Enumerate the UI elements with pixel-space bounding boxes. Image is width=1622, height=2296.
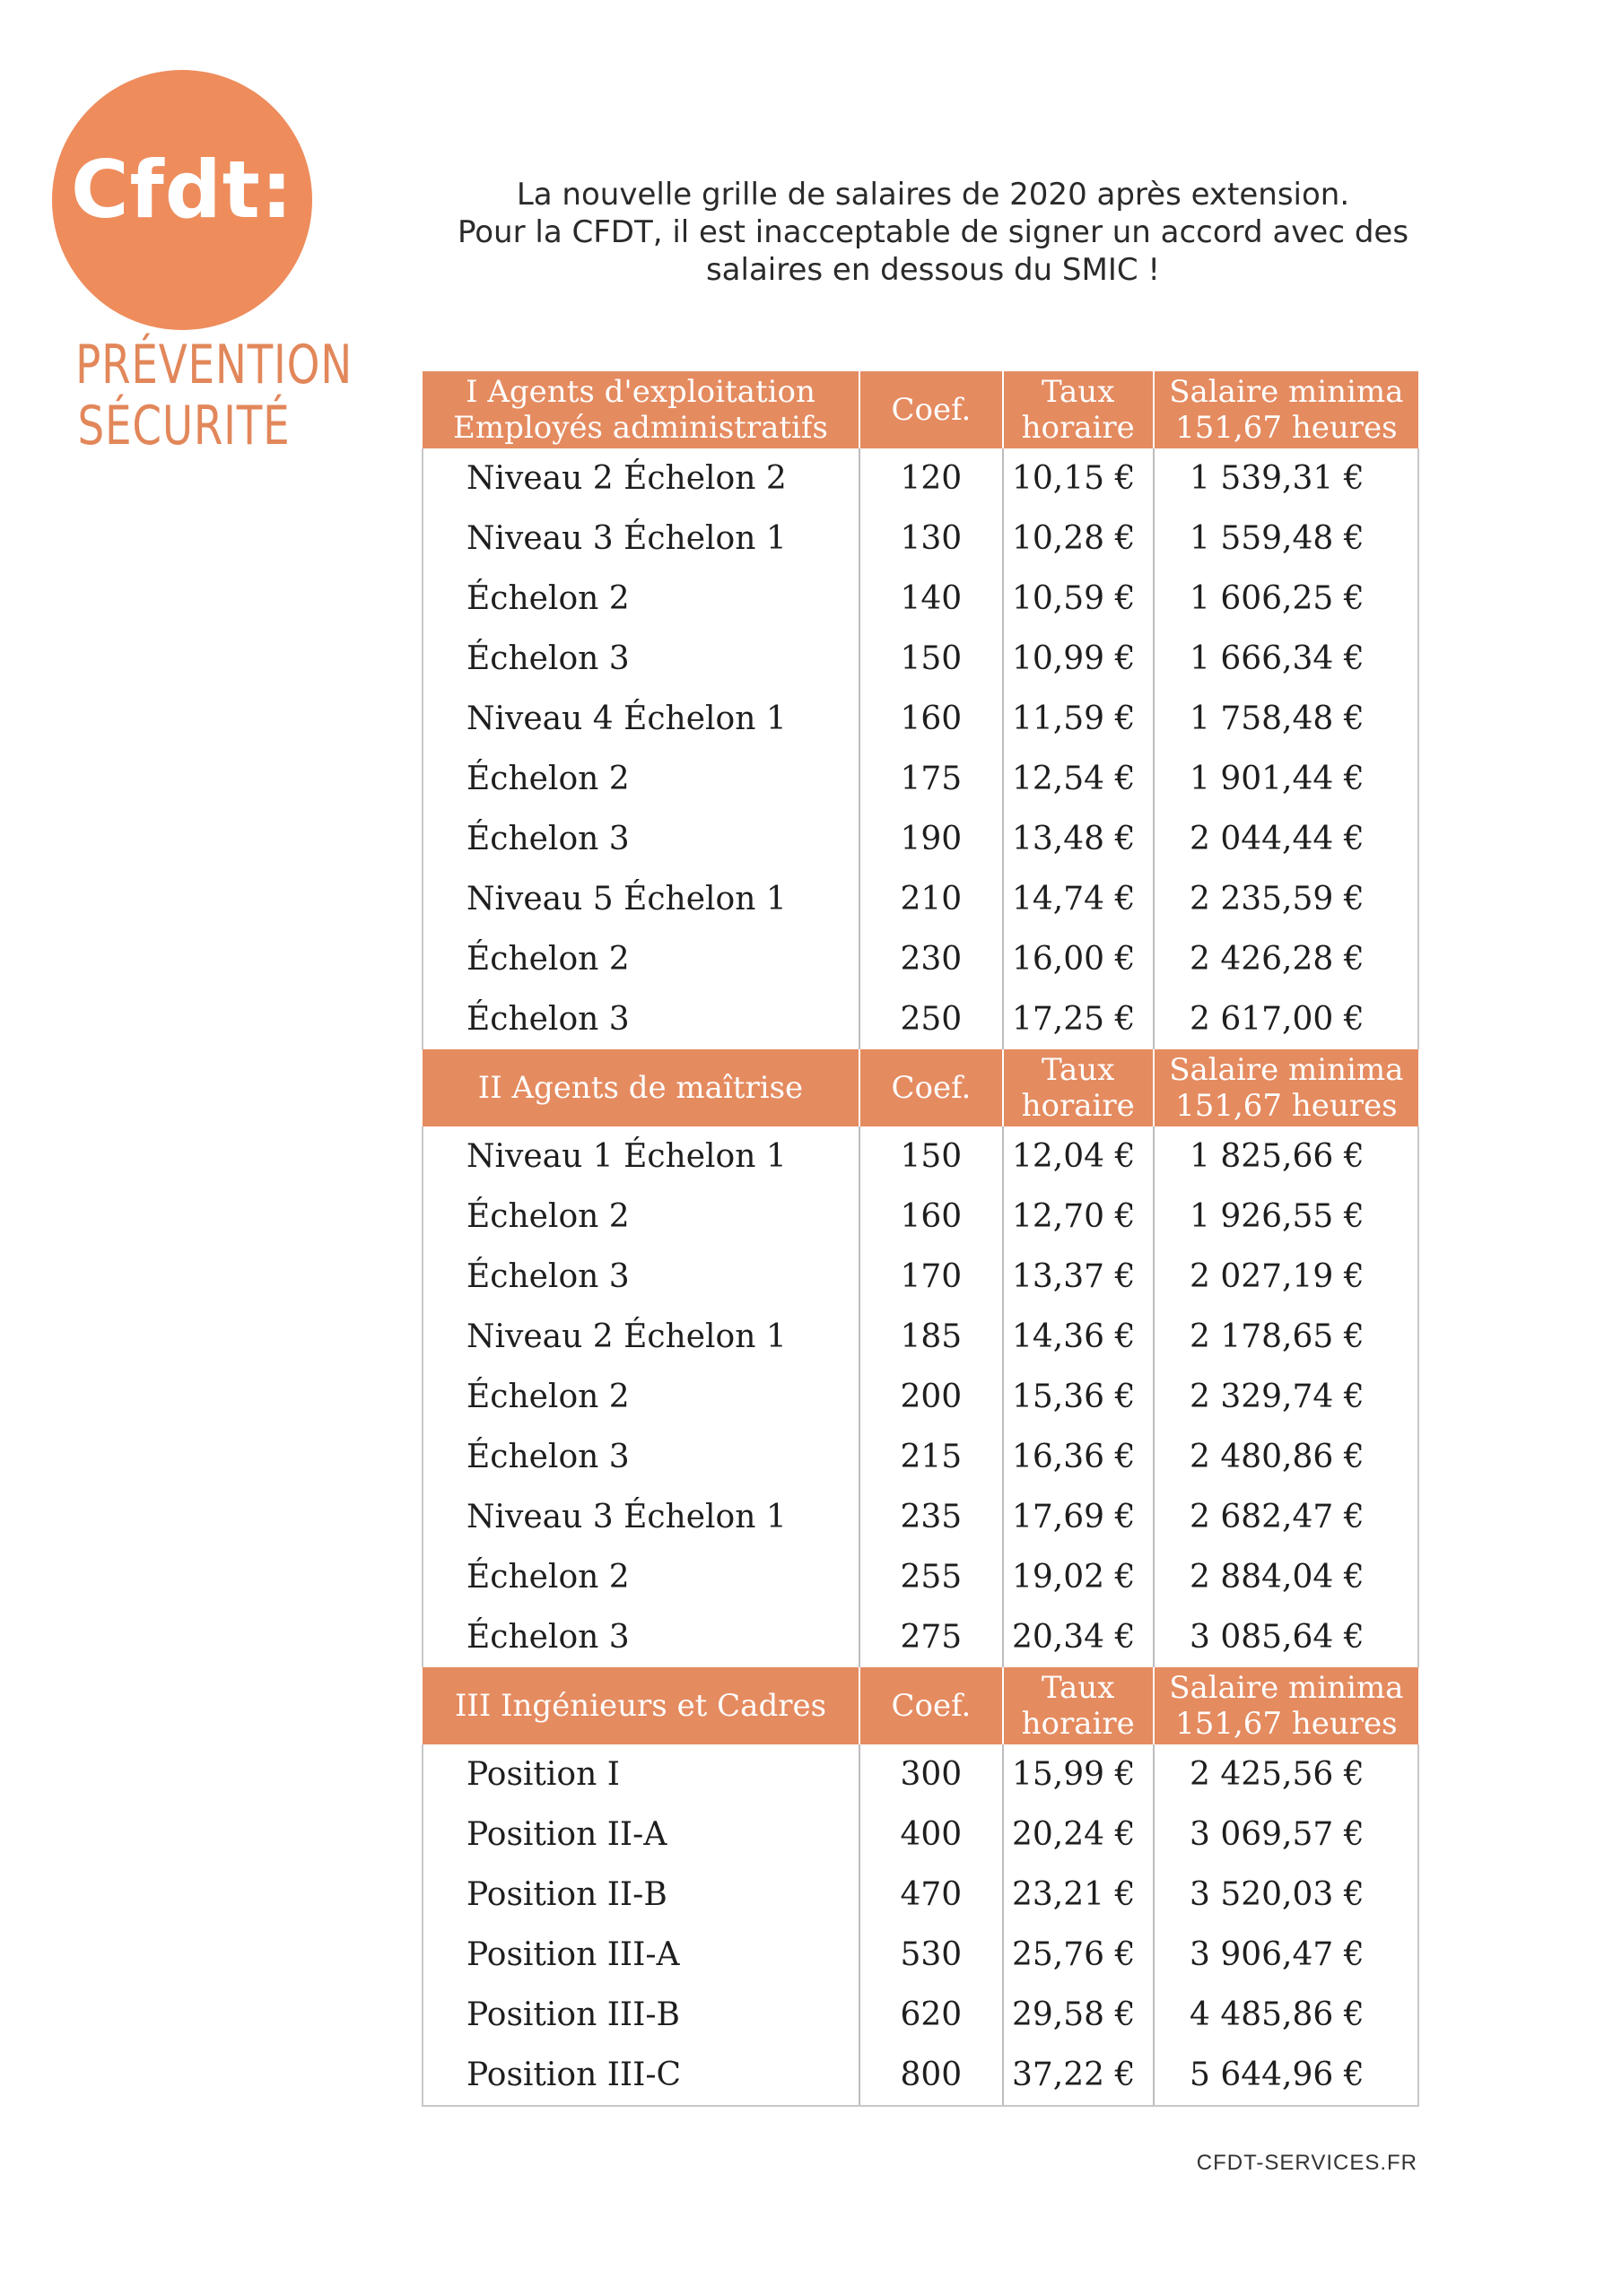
- table-row: [423, 1427, 1418, 1487]
- grade-cell: Position III-C: [423, 2045, 859, 2106]
- section-title: [423, 371, 859, 448]
- table-row: [423, 689, 1418, 749]
- section-body: [423, 448, 1418, 1049]
- headline: [422, 176, 1444, 289]
- salaire-cell: 2 682,47 €: [1189, 1499, 1365, 1535]
- section-body: [423, 1126, 1418, 1667]
- salaire-cell: 2 178,65 €: [1189, 1318, 1365, 1355]
- salaire-cell: 2 235,59 €: [1189, 881, 1365, 918]
- section-title-line: II Agents de maîtrise: [477, 1070, 804, 1106]
- taux-cell: 37,22 €: [1003, 2045, 1154, 2106]
- table-row: [423, 929, 1418, 989]
- salary-grid-table: [422, 371, 1419, 2107]
- salaire-cell: 4 485,86 €: [1189, 1996, 1365, 2033]
- table-row: [423, 1187, 1418, 1247]
- coef-cell: 250: [859, 989, 1003, 1049]
- grade-cell: Échelon 3: [423, 1607, 859, 1667]
- table-row: [423, 1865, 1418, 1925]
- taux-cell: 10,15 €: [1003, 448, 1154, 509]
- taux-cell: 11,59 €: [1003, 689, 1154, 749]
- table-row: [423, 569, 1418, 629]
- coef-cell: 255: [859, 1547, 1003, 1607]
- grade-cell: Échelon 3: [423, 989, 859, 1049]
- coef-cell: 530: [859, 1925, 1003, 1985]
- taux-cell: 10,59 €: [1003, 569, 1154, 629]
- coef-cell: 235: [859, 1487, 1003, 1547]
- coef-cell: 215: [859, 1427, 1003, 1487]
- taux-cell: 23,21 €: [1003, 1865, 1154, 1925]
- taux-cell: 14,74 €: [1003, 869, 1154, 929]
- salaire-cell: 3 085,64 €: [1189, 1619, 1365, 1656]
- coef-cell: 150: [859, 629, 1003, 689]
- grade-cell: Échelon 3: [423, 1247, 859, 1307]
- table-row: [423, 1247, 1418, 1307]
- section-title-line: I Agents d'exploitation: [466, 374, 815, 410]
- section-header: [423, 1667, 1418, 1744]
- table-row: [423, 749, 1418, 809]
- table-row: [423, 869, 1418, 929]
- salaire-cell: 1 539,31 €: [1189, 460, 1365, 497]
- headline-line-2: Pour la CFDT, il est inacceptable de signer un accord avec des: [457, 214, 1409, 250]
- taux-cell: 20,34 €: [1003, 1607, 1154, 1667]
- table-row: [423, 1744, 1418, 1805]
- salaire-cell: 2 884,04 €: [1189, 1559, 1365, 1596]
- grade-cell: Niveau 4 Échelon 1: [423, 689, 859, 749]
- salaire-cell: 3 520,03 €: [1189, 1876, 1365, 1913]
- grade-cell: Échelon 2: [423, 1547, 859, 1607]
- cfdt-logo-text: Cfdt:: [70, 144, 294, 236]
- table-row: [423, 1925, 1418, 1985]
- footer-source: CFDT-SERVICES.FR: [1196, 2151, 1417, 2175]
- grade-cell: Échelon 2: [423, 929, 859, 989]
- salaire-cell: 1 758,48 €: [1189, 700, 1365, 737]
- salaire-header-line: 151,67 heures: [1175, 1706, 1398, 1742]
- taux-cell: 15,99 €: [1003, 1744, 1154, 1805]
- salaire-cell: 2 044,44 €: [1189, 821, 1365, 857]
- taux-header: [1003, 371, 1154, 448]
- grade-cell: Niveau 1 Échelon 1: [423, 1126, 859, 1187]
- grade-cell: Position III-A: [423, 1925, 859, 1985]
- salaire-header-line: Salaire minima: [1169, 1052, 1404, 1088]
- coef-cell: 120: [859, 448, 1003, 509]
- table-row: [423, 1487, 1418, 1547]
- taux-cell: 25,76 €: [1003, 1925, 1154, 1985]
- section-header: [423, 1049, 1418, 1126]
- table-row: [423, 1307, 1418, 1367]
- taux-cell: 10,99 €: [1003, 629, 1154, 689]
- taux-cell: 13,48 €: [1003, 809, 1154, 869]
- coef-cell: 300: [859, 1744, 1003, 1805]
- salaire-cell: 2 426,28 €: [1189, 941, 1365, 978]
- taux-header: [1003, 1049, 1154, 1126]
- grade-cell: Position III-B: [423, 1985, 859, 2045]
- taux-cell: 13,37 €: [1003, 1247, 1154, 1307]
- salaire-cell: 1 901,44 €: [1189, 761, 1365, 797]
- taux-header-line: horaire: [1021, 410, 1135, 446]
- salaire-header-line: Salaire minima: [1169, 1670, 1404, 1706]
- coef-cell: 160: [859, 689, 1003, 749]
- taux-cell: 12,70 €: [1003, 1187, 1154, 1247]
- grade-cell: Niveau 3 Échelon 1: [423, 509, 859, 569]
- coef-cell: 210: [859, 869, 1003, 929]
- coef-header: [859, 1667, 1003, 1744]
- salaire-cell: 2 480,86 €: [1189, 1439, 1365, 1475]
- salaire-cell: 1 666,34 €: [1189, 640, 1365, 677]
- coef-cell: 190: [859, 809, 1003, 869]
- taux-cell: 17,25 €: [1003, 989, 1154, 1049]
- taux-cell: 29,58 €: [1003, 1985, 1154, 2045]
- grade-cell: Échelon 3: [423, 629, 859, 689]
- salaire-header: [1154, 1049, 1418, 1126]
- coef-cell: 170: [859, 1247, 1003, 1307]
- headline-line-1: La nouvelle grille de salaires de 2020 après extension.: [516, 177, 1350, 213]
- taux-header: [1003, 1667, 1154, 1744]
- table-row: [423, 448, 1418, 509]
- table-row: [423, 1547, 1418, 1607]
- taux-cell: 12,54 €: [1003, 749, 1154, 809]
- brand-line-securite: SÉCURITÉ: [77, 395, 291, 457]
- salaire-cell: 5 644,96 €: [1154, 2045, 1418, 2106]
- taux-header-line: Taux: [1042, 1052, 1115, 1088]
- coef-header-line: Coef.: [891, 1070, 972, 1106]
- salaire-cell: 3 069,57 €: [1189, 1816, 1365, 1853]
- salaire-cell: 1 926,55 €: [1189, 1198, 1365, 1235]
- table-row: [423, 629, 1418, 689]
- coef-cell: 185: [859, 1307, 1003, 1367]
- brand-line-prevention: PRÉVENTION: [75, 334, 353, 396]
- salaire-header: [1154, 371, 1418, 448]
- coef-cell: 230: [859, 929, 1003, 989]
- table-row: [423, 1985, 1418, 2045]
- grade-cell: Niveau 2 Échelon 2: [423, 448, 859, 509]
- taux-header-line: Taux: [1042, 1670, 1115, 1706]
- taux-cell: 17,69 €: [1003, 1487, 1154, 1547]
- taux-cell: 15,36 €: [1003, 1367, 1154, 1427]
- salaire-header: [1154, 1667, 1418, 1744]
- salaire-cell: 2 617,00 €: [1189, 1001, 1365, 1038]
- coef-cell: 160: [859, 1187, 1003, 1247]
- grade-cell: Échelon 3: [423, 1427, 859, 1487]
- table-row: [423, 989, 1418, 1049]
- grade-cell: Échelon 2: [423, 1187, 859, 1247]
- coef-cell: 150: [859, 1126, 1003, 1187]
- taux-cell: 16,00 €: [1003, 929, 1154, 989]
- table-row: [423, 2045, 1418, 2106]
- coef-header-line: Coef.: [891, 392, 972, 428]
- table-row: [423, 509, 1418, 569]
- cfdt-logo: [52, 70, 312, 330]
- salaire-cell: 3 906,47 €: [1189, 1936, 1365, 1973]
- salaire-cell: 1 606,25 €: [1189, 580, 1365, 617]
- coef-header: [859, 371, 1003, 448]
- salaire-cell: 2 027,19 €: [1189, 1258, 1365, 1295]
- grade-cell: Niveau 3 Échelon 1: [423, 1487, 859, 1547]
- salaire-header-line: 151,67 heures: [1175, 1088, 1398, 1124]
- grade-cell: Échelon 2: [423, 1367, 859, 1427]
- grade-cell: Échelon 3: [423, 809, 859, 869]
- salaire-cell: 2 329,74 €: [1189, 1378, 1365, 1415]
- section-body: [423, 1744, 1418, 2106]
- salaire-header-line: Salaire minima: [1169, 374, 1404, 410]
- taux-cell: 10,28 €: [1003, 509, 1154, 569]
- section-title-line: Employés administratifs: [453, 410, 828, 446]
- grade-cell: Position I: [423, 1744, 859, 1805]
- table-row: [423, 1607, 1418, 1667]
- coef-cell: 175: [859, 749, 1003, 809]
- table-row: [423, 1805, 1418, 1865]
- taux-cell: 12,04 €: [1003, 1126, 1154, 1187]
- taux-cell: 20,24 €: [1003, 1805, 1154, 1865]
- coef-cell: 140: [859, 569, 1003, 629]
- taux-cell: 16,36 €: [1003, 1427, 1154, 1487]
- table-row: [423, 1126, 1418, 1187]
- coef-cell: 275: [859, 1607, 1003, 1667]
- coef-cell: 200: [859, 1367, 1003, 1427]
- grade-cell: Position II-A: [423, 1805, 859, 1865]
- grade-cell: Échelon 2: [423, 569, 859, 629]
- coef-header: [859, 1049, 1003, 1126]
- grade-cell: Niveau 5 Échelon 1: [423, 869, 859, 929]
- grade-cell: Niveau 2 Échelon 1: [423, 1307, 859, 1367]
- taux-header-line: Taux: [1042, 374, 1115, 410]
- taux-cell: 14,36 €: [1003, 1307, 1154, 1367]
- section-title-line: III Ingénieurs et Cadres: [454, 1688, 827, 1724]
- taux-cell: 19,02 €: [1003, 1547, 1154, 1607]
- salaire-cell: 2 425,56 €: [1189, 1756, 1365, 1793]
- headline-line-3: salaires en dessous du SMIC !: [705, 252, 1161, 288]
- coef-cell: 800: [859, 2045, 1003, 2106]
- coef-cell: 130: [859, 509, 1003, 569]
- taux-header-line: horaire: [1021, 1088, 1135, 1124]
- section-title: [423, 1049, 859, 1126]
- coef-header-line: Coef.: [891, 1688, 972, 1724]
- coef-cell: 620: [859, 1985, 1003, 2045]
- section-header: [423, 371, 1418, 448]
- section-title: [423, 1667, 859, 1744]
- coef-cell: 470: [859, 1865, 1003, 1925]
- salaire-cell: 1 559,48 €: [1189, 520, 1365, 557]
- table-row: [423, 1367, 1418, 1427]
- coef-cell: 400: [859, 1805, 1003, 1865]
- salaire-cell: 1 825,66 €: [1189, 1138, 1365, 1175]
- grade-cell: Échelon 2: [423, 749, 859, 809]
- grade-cell: Position II-B: [423, 1865, 859, 1925]
- table-row: [423, 809, 1418, 869]
- taux-header-line: horaire: [1021, 1706, 1135, 1742]
- salaire-header-line: 151,67 heures: [1175, 410, 1398, 446]
